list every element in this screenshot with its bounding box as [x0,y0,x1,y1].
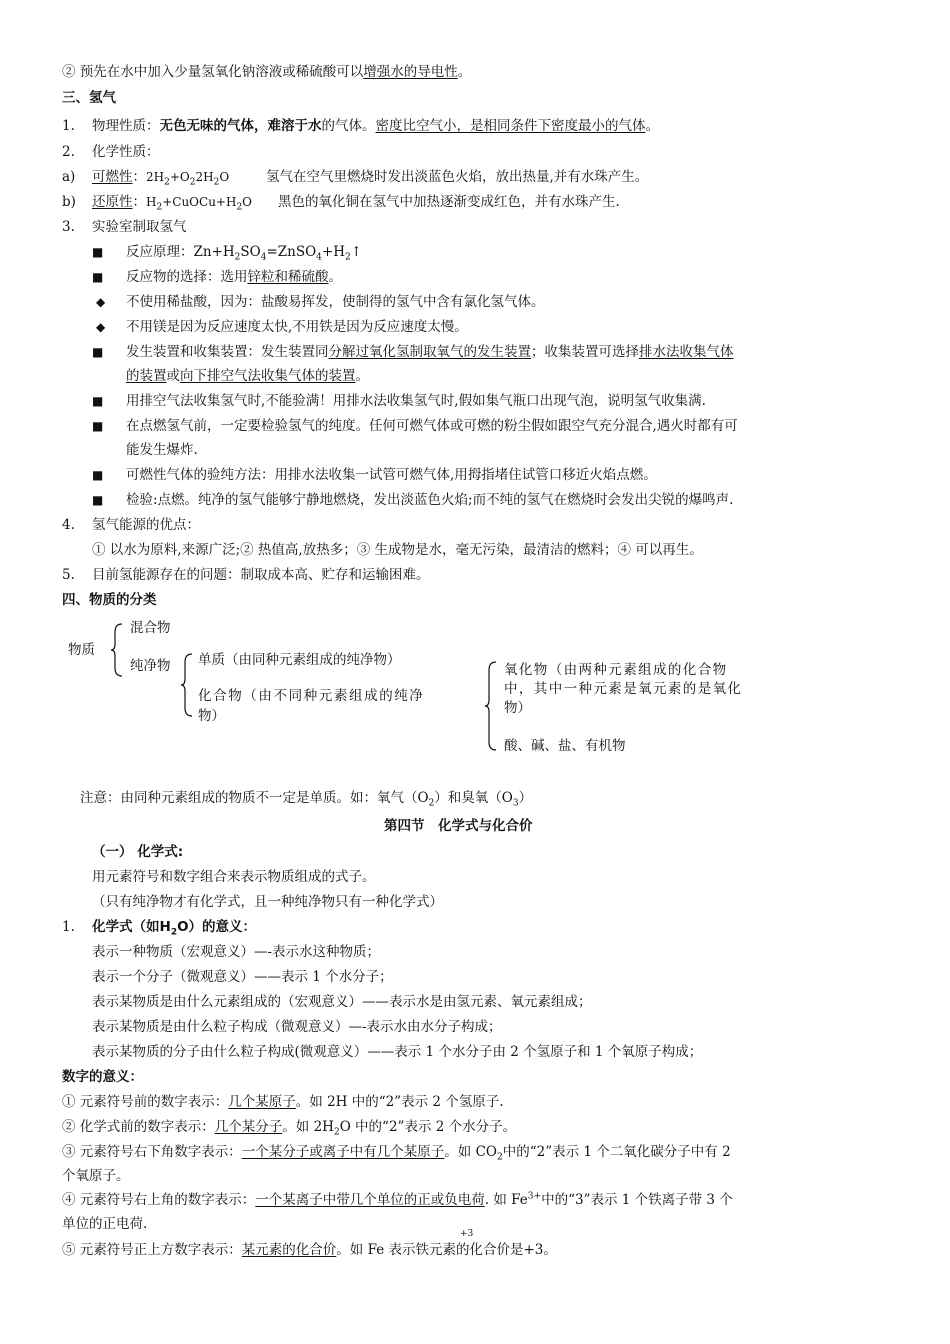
subscript: 2 [497,1152,503,1163]
text: ③ 元素符号右下角数字表示： [62,1144,242,1160]
bold-text: 无色无味的气体，难溶于水 [159,118,322,134]
square-bullet-icon: ■ [92,394,104,408]
formula-definition: 用元素符号和数字组合来表示物质组成的式子。 [92,869,376,885]
text: 注意：由同种元素组成的物质不一定是单质。如：氧气（O [80,790,429,806]
node-compound-line-1: 化合物（由不同种元素组成的纯净 [198,688,425,704]
text: O 中的“2”表示 2 个水分子。 [339,1119,517,1135]
text: 发生装置和收集装置：发生装置同 [126,344,329,360]
energy-problems: 目前氢能源存在的问题：制取成本高、贮存和运输困难。 [92,567,430,583]
digit-meaning-2 [62,1119,517,1138]
square-bullet-icon: ■ [92,493,104,507]
subscript: 3 [512,798,519,809]
subscript: 2 [345,252,351,263]
underlined-text: 一个某离子中带几个单位的正或负电荷 [255,1192,485,1208]
underlined-text: 向下排空气法收集气体的装置 [180,368,356,384]
text: 中的“2”表示 1 个二氧化碳分子中有 2 [502,1144,731,1160]
subscript: 2 [170,927,178,938]
text: 。如 2H [282,1119,334,1135]
text: 或 [166,368,180,384]
subscript: 2 [236,202,243,213]
no-hydrochloric-acid: 不使用稀盐酸，因为：盐酸易挥发，使制得的氢气中含有氯化氢气体。 [126,294,545,310]
text: 。如 Fe 表示铁元素的化合价是+3。 [336,1242,557,1258]
collection-check: 用排空气法收集氢气时,不能验满！用排水法收集氢气时,假如集气瓶口出现气泡，说明氢气收集满. [126,393,706,409]
underlined-text: 几个某分子 [214,1119,283,1135]
subscript: 2 [156,202,163,213]
subsection-formula: （一） 化学式: [92,844,184,860]
text: ： [132,194,146,210]
node-pure: 纯净物 [130,658,171,674]
eq-part: +CuOCu+H [162,195,237,209]
line-increase-conductivity [62,66,471,80]
square-bullet-icon: ■ [92,345,104,359]
node-compound-line-2: 物） [198,708,225,724]
item-number: 1. [62,118,75,134]
ignition-test: 检验:点燃。纯净的氢气能够宁静地燃烧，发出淡蓝色火焰;而不纯的氢气在燃烧时会发出尖锐的爆鸣声. [126,492,734,508]
node-acid-base-salt: 酸、碱、盐、有机物 [504,738,626,754]
meaning-3: 表示某物质是由什么元素组成的（宏观意义）——表示水是由氢元素、氧元素组成； [92,994,592,1010]
text: 。 [457,64,472,80]
item-letter: a) [62,169,76,185]
purity-check-line-1: 在点燃氢气前，一定要检验氢气的纯度。任何可燃气体或可燃的粉尘假如跟空气充分混合,遇火时都有可 [126,418,738,434]
text: 。 [645,118,659,134]
eq-part: O [242,195,253,209]
node-substance: 物质 [68,642,95,658]
node-oxide-line-3: 物） [504,700,531,716]
underlined-text: 锌粒和稀硫酸 [247,269,329,285]
classification-note [80,790,533,809]
section-four-title: 第四节 化学式与化合价 [384,818,533,834]
item-number: 4. [62,517,75,533]
underlined-text: 密度比空气小，是相同条件下密度最小的气体 [375,118,646,134]
digit-meaning-4 [62,1191,733,1208]
digit-meaning-3 [62,1144,731,1163]
underlined-text: 某元素的化合价 [241,1242,337,1258]
text: 反应物的选择：选用 [126,269,248,285]
text: ；收集装置可选择 [531,344,639,360]
digit-meaning-1 [62,1096,504,1110]
digit-meaning-5 [62,1244,557,1258]
no-magnesium-iron: 不用镁是因为反应速度太快,不用铁是因为反应速度太慢。 [126,319,468,335]
eq-part: 2H [195,170,214,184]
subscript: 2 [333,1127,340,1138]
physical-properties [92,120,659,134]
text: 反应原理：Zn+H [126,244,235,260]
equation [146,170,230,188]
subscript: 2 [428,798,435,809]
node-element: 单质（由同种元素组成的纯净物） [198,652,401,668]
underlined-text: 分解过氧化氢制取氧气的发生装置 [328,344,531,360]
text: 。 [355,368,369,384]
item-number: 3. [62,219,75,235]
text: ④ 元素符号右上角的数字表示： [62,1192,256,1208]
text: 的气体。 [321,118,376,134]
energy-advantages: 氢气能源的优点： [92,517,200,533]
equation [146,195,253,213]
reactant-choice [126,271,342,285]
digit-meaning-4-cont: 单位的正电荷. [62,1216,148,1232]
item-letter: b) [62,194,76,210]
square-bullet-icon: ■ [92,468,104,482]
flammability [92,169,230,188]
section-title-hydrogen: 三、氢气 [62,90,116,106]
node-oxide-line-1: 氧化物（由两种元素组成的化合物 [504,662,728,678]
node-mixture: 混合物 [130,620,171,636]
underlined-text: 还原性 [92,194,133,210]
text: . 如 Fe [484,1192,528,1208]
subscript: 4 [316,252,322,263]
text: ） [518,790,533,806]
purity-method: 可燃性气体的验纯方法：用排水法收集一试管可燃气体,用拇指堵住试管口移近火焰点燃。 [126,467,657,483]
eq-part: H [146,195,157,209]
node-oxide-line-2: 中，其中一种元素是氧元素的是氧化 [504,681,743,697]
meaning-2: 表示一个分子（微观意义）——表示 1 个水分子； [92,969,393,985]
text: 化学式（如H [92,919,171,935]
subscript: 4 [260,252,267,263]
diamond-bullet-icon: ◆ [96,320,106,334]
apparatus-line-1 [126,346,734,360]
superscript: 3+ [527,1191,542,1202]
meaning-1: 表示一种物质（宏观意义）—-表示水这种物质； [92,944,381,960]
subscript: 2 [189,177,196,188]
text: ↑ [350,244,363,260]
flammability-desc: 氢气在空气里燃烧时发出淡蓝色火焰，放出热量,并有水珠产生。 [266,169,649,185]
item-number: 1. [62,919,75,935]
underlined-text: 几个某原子 [228,1094,296,1110]
brace-1 [110,622,126,678]
text: ）和臭氧（O [434,790,513,806]
text: ⑤ 元素符号正上方数字表示： [62,1242,242,1258]
eq-part: 2H [146,170,165,184]
brace-3 [484,660,500,752]
underlined-text: 排水法收集气体 [639,344,734,360]
underlined-text: 增强水的导电性 [363,64,458,80]
text: 。如 CO [444,1144,497,1160]
reducibility [92,194,253,213]
text: 中的“3”表示 1 个铁离子带 3 个 [541,1192,733,1208]
digit-meaning-title: 数字的意义： [62,1069,143,1085]
chemical-properties: 化学性质： [92,144,160,160]
diamond-bullet-icon: ◆ [96,295,106,309]
text: 。 [328,269,342,285]
eq-part: O [219,170,230,184]
item-number: 5. [62,567,75,583]
text: +H [321,244,345,260]
underlined-text: 的装置 [126,368,167,384]
text: ① 元素符号前的数字表示： [62,1094,229,1110]
subscript: 2 [213,177,220,188]
section-title-classification: 四、物质的分类 [62,592,157,608]
digit-meaning-3-cont: 个氧原子。 [62,1168,130,1184]
apparatus-line-2 [126,370,369,384]
text: 。如 2H 中的“2”表示 2 个氢原子. [295,1094,504,1110]
text: O）的意义： [177,919,257,935]
valence-mark: +3 [460,1229,474,1239]
square-bullet-icon: ■ [92,245,104,259]
eq-part: +O [169,170,190,184]
subscript: 2 [234,252,241,263]
text: =ZnSO [266,244,317,260]
underlined-text: 一个某分子或离子中有几个某原子 [241,1144,445,1160]
text: ② 化学式前的数字表示： [62,1119,215,1135]
meaning-5: 表示某物质的分子由什么粒子构成(微观意义）——表示 1 个水分子由 2 个氢原子和 1 个氧原子构成； [92,1044,703,1060]
formula-meaning-title [92,919,257,938]
text: 物理性质： [92,118,160,134]
item-number: 2. [62,144,75,160]
text: SO [240,244,261,260]
subscript: 2 [164,177,170,188]
energy-advantages-detail: ① 以水为原料,来源广泛;② 热值高,放热多；③ 生成物是水，毫无污染，最清洁的燃料；④ 可以再生。 [92,542,703,558]
meaning-4: 表示某物质是由什么粒子构成（微观意义）—-表示水由水分子构成； [92,1019,502,1035]
lab-preparation: 实验室制取氢气 [92,219,187,235]
underlined-text: 可燃性 [92,169,133,185]
brace-2 [180,652,196,718]
square-bullet-icon: ■ [92,270,104,284]
reaction-principle [126,244,363,263]
text: ： [132,169,146,185]
square-bullet-icon: ■ [92,419,104,433]
formula-definition-note: （只有纯净物才有化学式，且一种纯净物只有一种化学式） [92,894,443,910]
text: ② 预先在水中加入少量氢氧化钠溶液或稀硫酸可以 [62,64,364,80]
reducibility-desc: 黑色的氧化铜在氢气中加热逐渐变成红色，并有水珠产生. [278,194,620,210]
purity-check-line-2: 能发生爆炸. [126,442,198,458]
